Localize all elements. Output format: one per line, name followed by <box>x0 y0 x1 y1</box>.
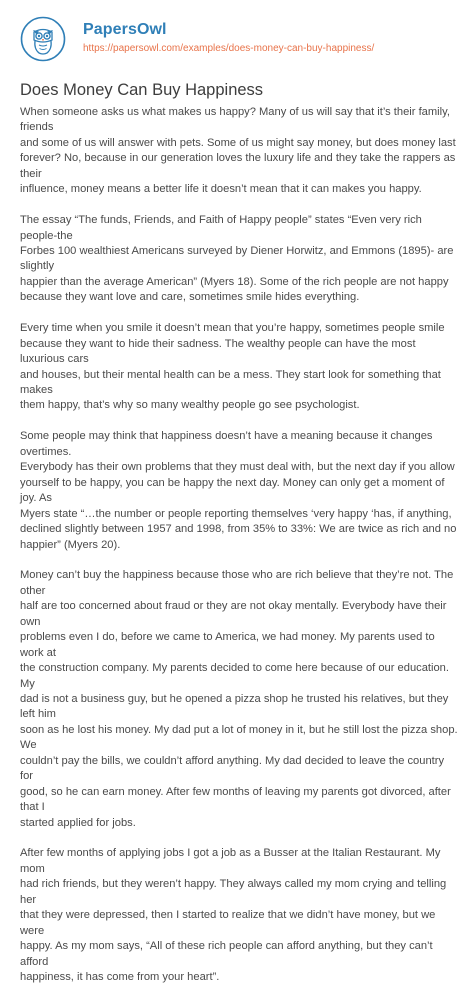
paragraph-3: Every time when you smile it doesn’t mean that you’re happy, sometimes people smile because they want to hide their sadness. The wealthy people can have the most luxurious cars and houses, but their mental health can be a mess. They start look for something that makes them happy, that’s why so many wealthy people go see psychologist. <box>20 322 445 412</box>
paragraph-2: The essay “The funds, Friends, and Faith of Happy people” states “Even very rich people-the Forbes 100 wealthiest Americans surveyed by Diener Horwitz, and Emmons (1895)- are slightly happier than the average American” (Myers 18). Some of the rich people are not happy because they want love and care, sometimes smile hides everything. <box>20 214 454 304</box>
paragraph-1: When someone asks us what makes us happy? Many of us will say that it’s their family, friends and some of us will answer with pets. Some of us might say money, but does money last forever? No, because in our generation loves the luxury life and they take the rappers as their influence, money means a better life it doesn’t mean that it can makes you happy. <box>20 106 456 196</box>
brand-name[interactable]: PapersOwl <box>83 21 167 38</box>
paragraph-6: After few months of applying jobs I got a job as a Busser at the Italian Restaurant. My mom had rich friends, but they weren’t happy. They always called my mom crying and telling her that they were depressed, then I started to realize that we didn’t have money, but we were happy. As my mom says, “All of these rich people can afford anything, but they can’t afford happiness, it has come from your heart”. <box>20 847 447 984</box>
owl-icon[interactable] <box>20 16 66 62</box>
essay-body <box>20 105 460 1001</box>
page-title: Does Money Can Buy Happiness <box>20 81 264 99</box>
page-url[interactable]: https://papersowl.com/examples/does-money-can-buy-happiness/ <box>83 43 375 54</box>
site-header <box>20 16 464 64</box>
paragraph-5: Money can’t buy the happiness because those who are rich believe that they’re not. The other half are too concerned about fraud or they are not okay mentally. Everybody have their own problems even I do, before we came to America, we had money. My parents used to work at the construction company. My parents decided to come here because of our education. My dad is not a business guy, but he opened a pizza shop he trusted his relatives, but they left him soon as he lost his money. My dad put a lot of money in it, but he still lost the pizza shop. We couldn’t pay the bills, we couldn’t afford anything. My dad decided to leave the country for good, so he can earn money. After few months of leaving my parents got divorced, after that I started applied for jobs. <box>20 569 458 829</box>
paragraph-4: Some people may think that happiness doesn’t have a meaning because it changes overtimes. Everybody has their own problems that they must deal with, but the next day if you allow yourself to be happy, you can be happy the next day. Money can only get a moment of joy. As Myers state “…the number or people reporting themselves ‘very happy ‘has, if anything, declined slightly between 1957 and 1998, from 35% to 33%: We are twice as rich and no happier” (Myers 20). <box>20 430 457 551</box>
